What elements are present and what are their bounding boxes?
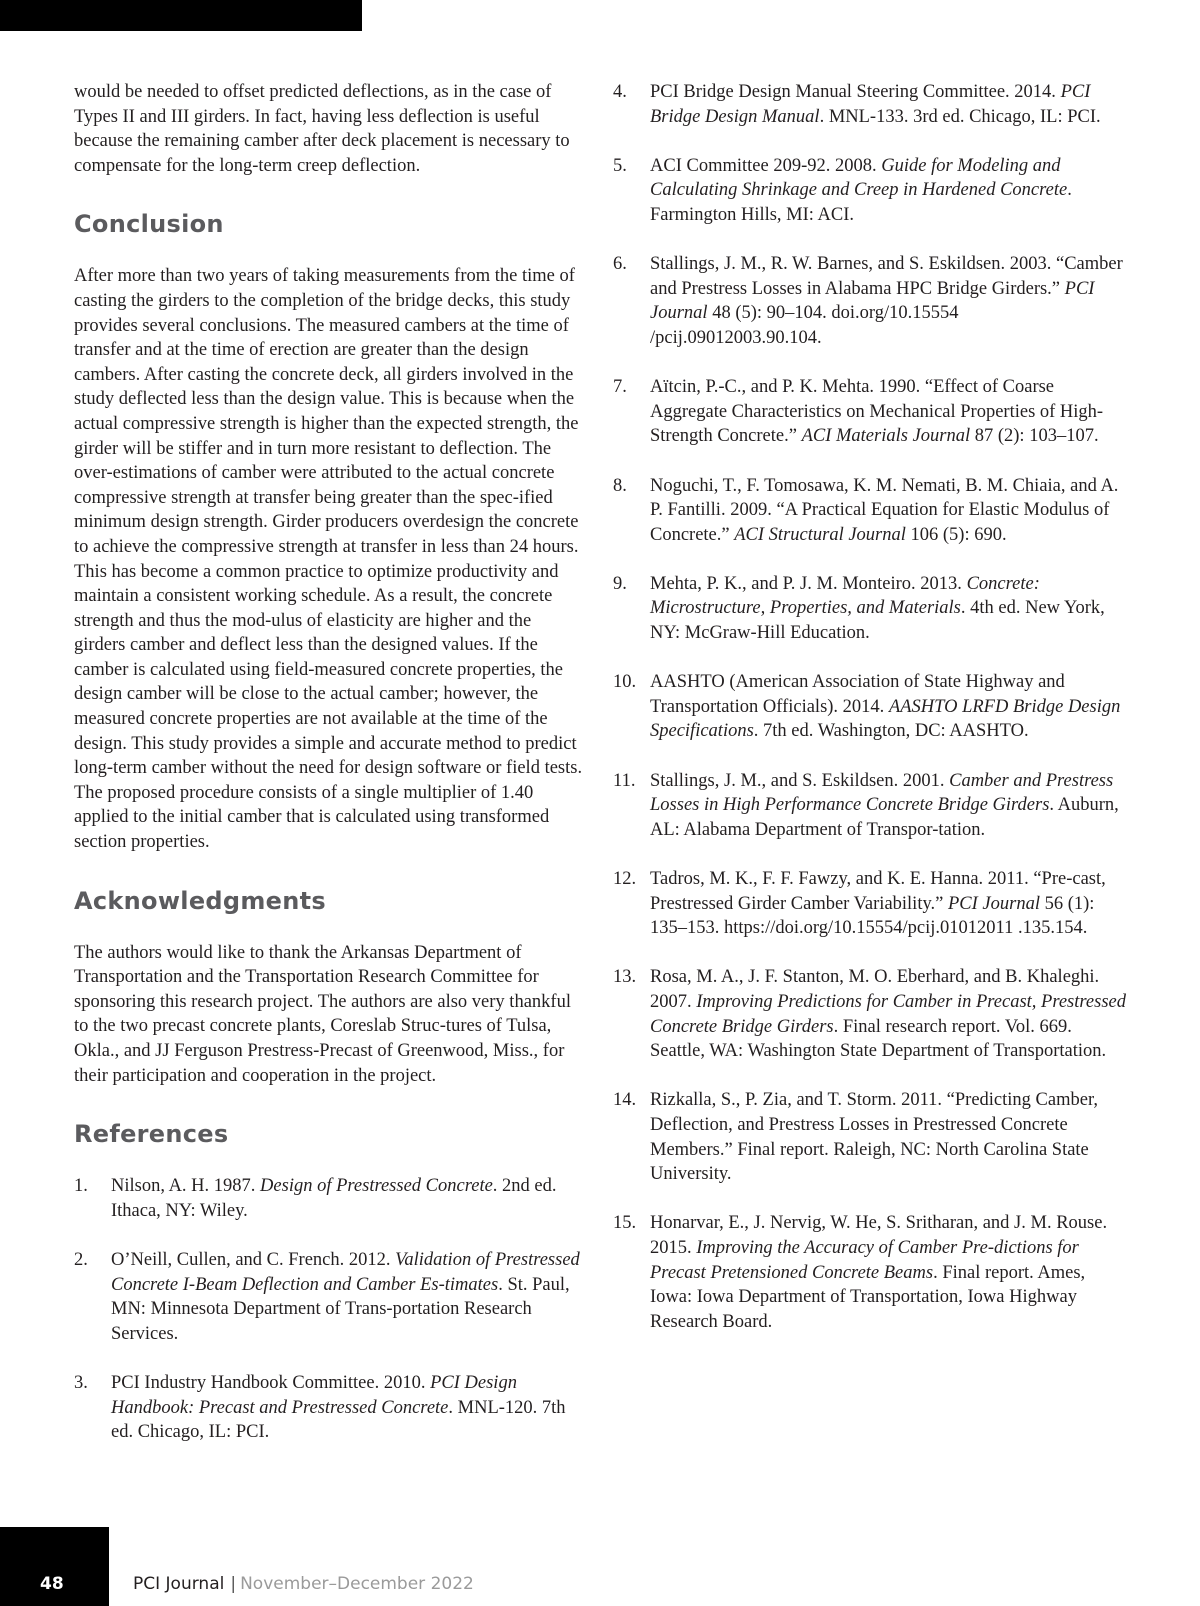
reference-text [650, 1211, 1131, 1334]
reference-number: 6. [613, 254, 627, 275]
reference-segment: Noguchi, T., F. Tomosawa, K. M. Nemati, B. M. Chiaia, and A. P. Fantilli. 2009. “A Practical Equation for Elastic Modulus of Concrete.” [650, 475, 1119, 545]
footer-issue: November–December 2022 [240, 1574, 474, 1594]
reference-segment: . Final research report. Vol. 669. Seattle, WA: Washington State Department of Transportation. [650, 1016, 1107, 1062]
reference-text [650, 670, 1131, 744]
reference-segment: 106 (5): 690. [905, 524, 1007, 545]
reference-text [650, 80, 1131, 129]
reference-item [613, 1088, 1131, 1186]
reference-title: Design of Prestressed Concrete [260, 1176, 493, 1197]
reference-segment: . Farmington Hills, MI: ACI. [650, 180, 1072, 225]
reference-item [613, 375, 1131, 449]
reference-number: 1. [74, 1176, 88, 1197]
reference-item [74, 1371, 586, 1445]
reference-segment: AASHTO (American Association of State Highway and Transportation Officials). 2014. [650, 672, 1065, 717]
reference-segment: . St. Paul, MN: Minnesota Department of Trans-portation Research Services. [111, 1274, 570, 1344]
reference-segment: 56 (1): 135–153. https://doi.org/10.15554/pcij.01012011 .135.154. [650, 893, 1095, 939]
reference-title: Concrete: Microstructure, Properties, and Materials [650, 573, 1040, 619]
conclusion-heading: Conclusion [74, 210, 224, 239]
reference-segment: . MNL-133. 3rd ed. Chicago, IL: PCI. [819, 106, 1101, 127]
reference-text [650, 572, 1131, 646]
reference-item [613, 1211, 1131, 1334]
reference-segment: . Final report. Ames, Iowa: Iowa Department of Transportation, Iowa Highway Research Board. [650, 1262, 1086, 1332]
reference-segment: PCI Bridge Design Manual Steering Committee. 2014. [650, 82, 1061, 102]
reference-title: AASHTO LRFD Bridge Design Specifications [650, 696, 1121, 742]
reference-text [650, 867, 1131, 941]
reference-number: 7. [613, 377, 627, 398]
reference-segment: 48 (5): 90–104. doi.org/10.15554 /pcij.09012003.90.104. [650, 303, 959, 348]
references-list-left [74, 1174, 586, 1445]
reference-text [650, 154, 1131, 228]
reference-segment: 87 (2): 103–107. [970, 426, 1099, 447]
reference-number: 13. [613, 967, 637, 988]
reference-item [74, 1174, 586, 1223]
reference-segment: . 7th ed. Washington, DC: AASHTO. [753, 721, 1029, 742]
reference-title: Improving the Accuracy of Camber Pre-dictions for Precast Pretensioned Concrete Beams [650, 1237, 1079, 1283]
reference-segment: Rosa, M. A., J. F. Stanton, M. O. Eberhard, and B. Khaleghi. 2007. [650, 967, 1100, 1012]
references-list-right [613, 80, 1131, 1334]
reference-item [613, 965, 1131, 1063]
reference-item [613, 80, 1131, 129]
reference-text [111, 1174, 586, 1223]
reference-title: PCI Bridge Design Manual [650, 82, 1091, 127]
footer-citation [133, 1574, 474, 1594]
reference-segment: . 4th ed. New York, NY: McGraw-Hill Education. [650, 598, 1105, 644]
reference-number: 8. [613, 475, 627, 496]
footer-journal: PCI Journal [133, 1574, 225, 1594]
reference-number: 9. [613, 573, 627, 594]
reference-item [613, 154, 1131, 228]
reference-title: Improving Predictions for Camber in Precast, Prestressed Concrete Bridge Girders [650, 991, 1126, 1037]
reference-segment: Mehta, P. K., and P. J. M. Monteiro. 2013. [650, 573, 967, 594]
reference-item [613, 474, 1131, 548]
footer-separator: | [230, 1574, 237, 1594]
conclusion-paragraph: After more than two years of taking measurements from the time of casting the girders to the completion of the bridge decks, this study provides several conclusions. The measured cambers at the time of transfer and at the time of erection are greater than the design cambers. After casting the concrete deck, all girders involved in the study deflected less than the design value. This is because when the actual compressive strength is higher than the expected strength, the girder will be stiffer and in turn more resistant to deflection. The over-estimations of camber were attributed to the actual concrete compressive strength at transfer being greater than the spec-ified minimum design strength. Girder producers overdesign the concrete to achieve the compressive strength at transfer in less than 24 hours. This has become a common practice to optimize productivity and maintain a consistent working schedule. As a result, the concrete strength and thus the mod-ulus of elasticity are higher and the girders camber and deflect less than the designed values. If the camber is calculated using field-measured concrete properties, the design camber will be close to the actual camber; however, the measured concrete properties are not available at the time of the design. This study provides a simple and accurate method to predict long-term camber without the need for design software or field tests. The proposed procedure consists of a single multiplier of 1.40 applied to the initial camber that is calculated using transformed section properties. [74, 266, 583, 853]
intro-paragraph: would be needed to offset predicted deflections, as in the case of Types II and III girders. In fact, having less deflection is useful because the remaining camber after deck placement is necessary to compensate for the long-term creep deflection. [74, 82, 570, 176]
reference-text [650, 1088, 1131, 1186]
reference-text [650, 252, 1131, 350]
reference-number: 12. [613, 869, 637, 889]
reference-number: 3. [74, 1372, 88, 1393]
acknowledgments-heading: Acknowledgments [74, 886, 326, 915]
reference-segment: Nilson, A. H. 1987. [111, 1176, 261, 1197]
reference-item [613, 769, 1131, 843]
reference-number: 11. [613, 770, 636, 791]
reference-segment: Tadros, M. K., F. F. Fawzy, and K. E. Hanna. 2011. “Pre-cast, Prestressed Girder Camber Variability.” [650, 869, 1106, 914]
reference-segment: O’Neill, Cullen, and C. French. 2012. [111, 1249, 396, 1270]
reference-text [650, 375, 1131, 449]
reference-number: 5. [613, 155, 627, 176]
reference-segment: Rizkalla, S., P. Zia, and T. Storm. 2011. “Predicting Camber, Deflection, and Prestress Losses in Prestressed Concrete Members.” Final report. Raleigh, NC: North Carolina State University. [650, 1090, 1098, 1185]
reference-text [111, 1248, 586, 1346]
left-column [74, 80, 586, 1445]
reference-title: Camber and Prestress Losses in High Performance Concrete Bridge Girders [650, 770, 1114, 816]
reference-title: PCI Journal [947, 893, 1040, 914]
reference-segment: . 2nd ed. Ithaca, NY: Wiley. [111, 1176, 557, 1221]
right-column [613, 80, 1131, 1334]
reference-segment: ACI Committee 209-92. 2008. [650, 155, 882, 176]
reference-segment: PCI Industry Handbook Committee. 2010. [111, 1372, 431, 1393]
page-number: 48 [40, 1574, 64, 1594]
reference-segment: Aïtcin, P.-C., and P. K. Mehta. 1990. “Effect of Coarse Aggregate Characteristics on Mechanical Properties of High-Strength Concrete.” [650, 377, 1104, 447]
reference-title: PCI Design Handbook: Precast and Prestressed Concrete [111, 1372, 517, 1418]
reference-text [650, 769, 1131, 843]
reference-item [74, 1248, 586, 1346]
reference-segment: . MNL-120. 7th ed. Chicago, IL: PCI. [111, 1397, 566, 1443]
reference-title: PCI Journal [650, 278, 1095, 324]
reference-title: ACI Structural Journal [734, 524, 906, 545]
reference-title: ACI Materials Journal [801, 426, 971, 447]
reference-title: Guide for Modeling and Calculating Shrinkage and Creep in Hardened Concrete [650, 155, 1068, 201]
reference-number: 10. [613, 672, 637, 693]
acknowledgments-paragraph: The authors would like to thank the Arkansas Department of Transportation and the Transportation Research Committee for sponsoring this research project. The authors are also very thankful to the two precast concrete plants, Coreslab Struc-tures of Tulsa, Okla., and JJ Ferguson Prestress-Precast of Greenwood, Miss., for their participation and cooperation in the project. [74, 942, 571, 1086]
reference-title: Validation of Prestressed Concrete I-Beam Deflection and Camber Es-timates [111, 1249, 580, 1295]
reference-segment: Honarvar, E., J. Nervig, W. He, S. Sritharan, and J. M. Rouse. 2015. [650, 1213, 1108, 1258]
reference-text [111, 1371, 586, 1445]
reference-segment: Stallings, J. M., and S. Eskildsen. 2001. [650, 770, 950, 791]
reference-text [650, 474, 1131, 548]
reference-item [613, 670, 1131, 744]
reference-text [650, 965, 1131, 1063]
reference-number: 15. [613, 1213, 637, 1234]
reference-item [613, 867, 1131, 941]
header-bar [0, 0, 362, 31]
reference-number: 2. [74, 1249, 88, 1270]
reference-number: 4. [613, 82, 627, 102]
reference-segment: . Auburn, AL: Alabama Department of Transpor-tation. [650, 795, 1119, 840]
reference-segment: Stallings, J. M., R. W. Barnes, and S. Eskildsen. 2003. “Camber and Prestress Losses in Alabama HPC Bridge Girders.” [650, 254, 1123, 299]
reference-item [613, 252, 1131, 350]
page-number-box [0, 1527, 109, 1606]
reference-number: 14. [613, 1090, 637, 1111]
references-heading: References [74, 1120, 229, 1149]
reference-item [613, 572, 1131, 646]
